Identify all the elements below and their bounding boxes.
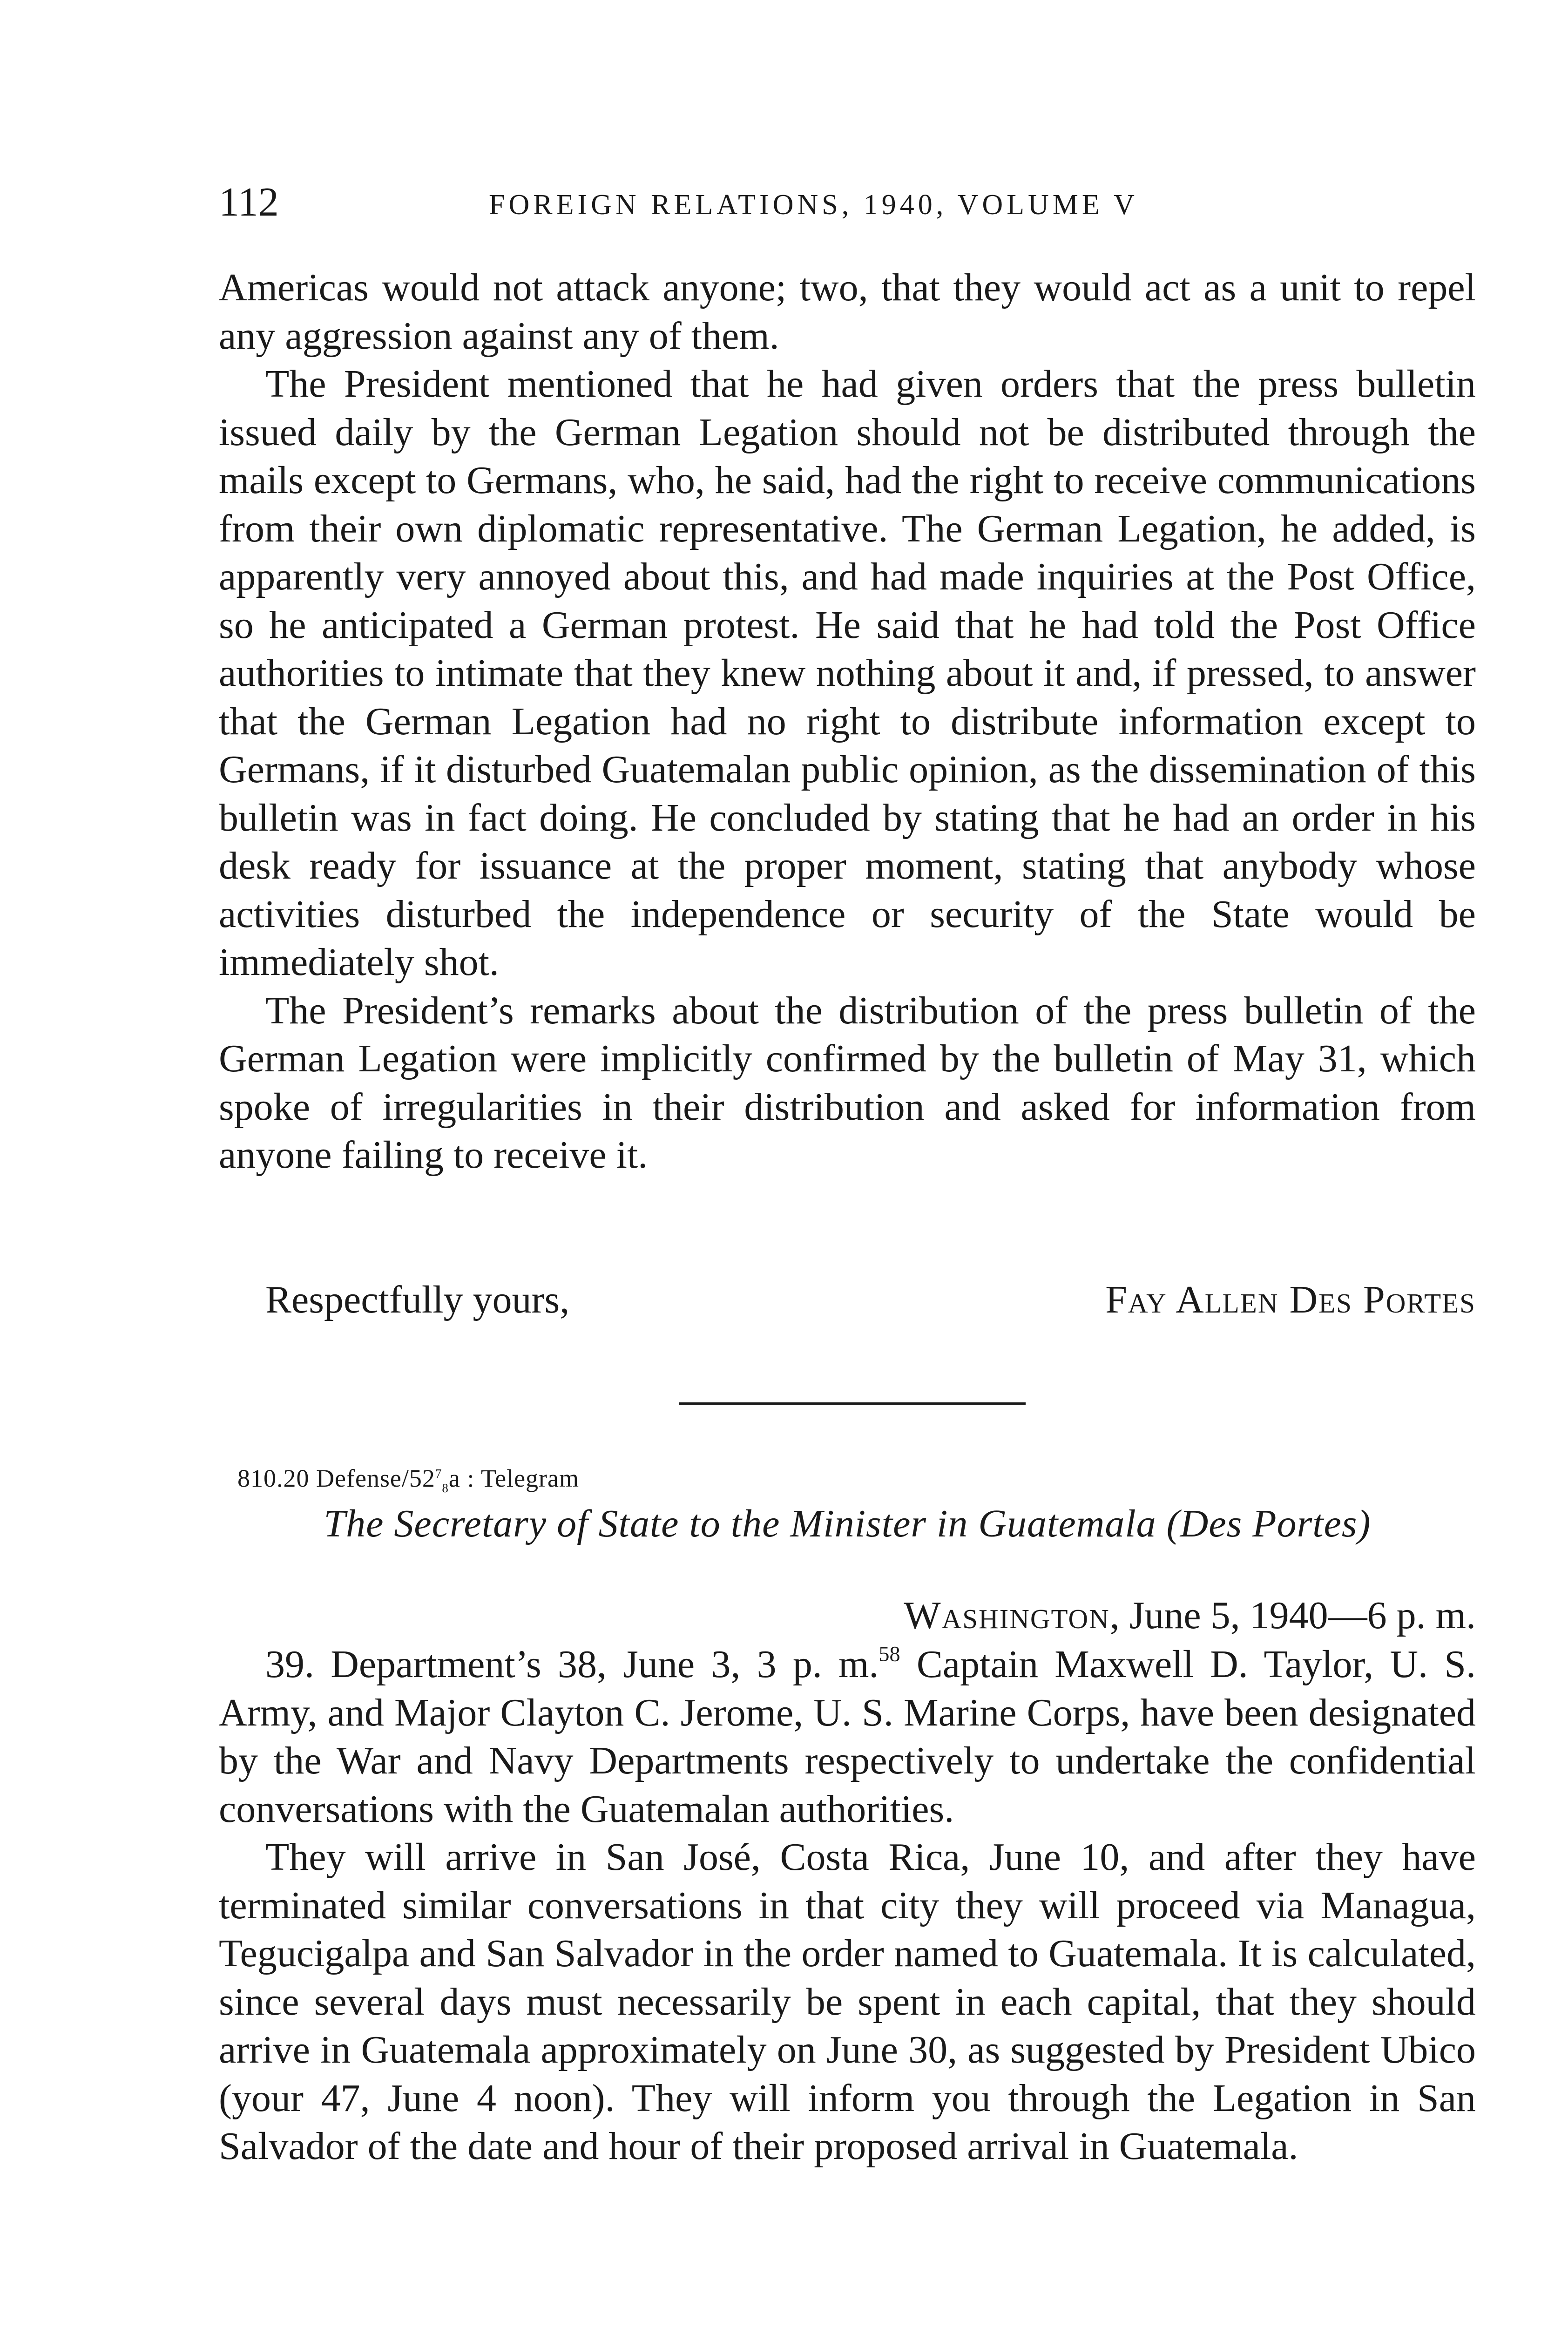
dateline-place: Washington [904,1594,1110,1637]
body-paragraph [219,1640,1476,1833]
page-number: 112 [219,180,279,225]
closing-salutation: Respectfully yours, [265,1278,570,1321]
footnote-reference[interactable]: 58 [879,1642,900,1666]
signature: Fay Allen Des Portes [1105,1278,1476,1321]
page-header [219,177,1476,228]
closing-line [219,1276,1476,1327]
dateline [904,1591,1476,1640]
continuation-paragraph: Americas would not attack anyone; two, that they would act as a unit to repel any aggression against any of them. [219,266,1476,358]
section-divider [679,1402,1026,1405]
body-paragraph: The President’s remarks about the distribution of the press bulletin of the German Legation were implicitly confirmed by the bulletin of May 31, which spoke of irregularities in their distribution and asked for information from anyone failing to receive it. [219,988,1476,1177]
file-ref-fraction-den: 8 [442,1481,449,1495]
document-title: The Secretary of State to the Minister in Guatemala (Des Portes) [324,1502,1371,1545]
file-ref-type: a : Telegram [448,1464,580,1492]
file-ref-fraction-num: 7 [435,1467,442,1481]
running-head: FOREIGN RELATIONS, 1940, VOLUME V [489,189,1138,221]
telegram-body [219,1640,1476,2171]
paragraph-text: 39. Department’s 38, June 3, 3 p. m. [265,1643,879,1686]
file-reference [237,1457,579,1504]
file-ref-number: 810.20 Defense/52 [237,1464,435,1492]
dateline-date: , June 5, 1940—6 p. m. [1109,1594,1476,1637]
body-paragraph: They will arrive in San José, Costa Rica, June 10, and after they have terminated similar conversations in that city they will proceed via Managua, Tegucigalpa and San Salvador in the order named to Guatemala. It is calculated, since several days must necessarily be spent in each capital, that they should arrive in Guatemala approximately on June 30, as suggested by President Ubico (your 47, June 4 noon). They will inform you through the Legation in San Salvador of the date and hour of their proposed arrival in Guatemala. [219,1835,1476,2168]
paragraph-text: Captain Maxwell D. Taylor, U. S. Army, and Major Clayton C. Jerome, U. S. Marine Corps, have been designated by the War and Navy Departments respectively to undertake the confidential conversations with the Guatemalan authorities. [219,1643,1476,1831]
letter-body [219,264,1476,1179]
body-paragraph: The President mentioned that he had given orders that the press bulletin issued daily by the German Legation should not be distributed through the mails except to Germans, who, he said, had the right to receive communications from their own diplomatic representative. The German Legation, he added, is apparently very annoyed about this, and had made inquiries at the Post Office, so he anticipated a German protest. He said that he had told the Post Office authorities to intimate that they knew nothing about it and, if pressed, to answer that the German Legation had no right to distribute information except to Germans, if it disturbed Guatemalan public opinion, as the dissemination of this bulletin was in fact doing. He concluded by stating that he had an order in his desk ready for issuance at the proper moment, stating that anybody whose activities disturbed the independence or security of the State would be immediately shot. [219,362,1476,984]
